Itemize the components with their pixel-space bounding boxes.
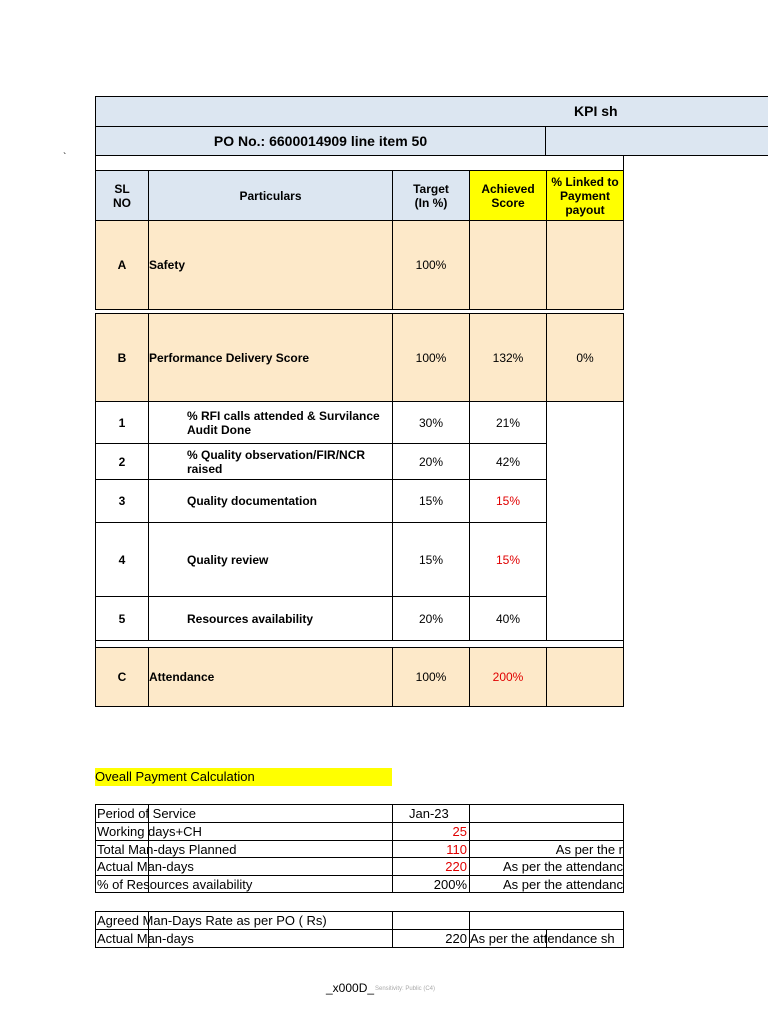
row-5-target: 20% <box>392 597 469 641</box>
row-2-target: 20% <box>392 444 469 480</box>
payment-row-label: Agreed Man-Days Rate as per PO ( Rs) <box>95 911 392 929</box>
payment-row-label: Period of Service <box>95 804 392 822</box>
row-a-linked <box>546 221 624 310</box>
row-5-sl: 5 <box>95 597 148 641</box>
row-a-target: 100% <box>392 221 469 310</box>
payment-row-note <box>469 804 624 822</box>
row-4-sl: 4 <box>95 523 148 597</box>
row-c-sl: C <box>95 647 148 707</box>
row-4-name: Quality review <box>148 523 392 597</box>
spacer-row <box>95 156 624 170</box>
header-sl: SL NO <box>95 170 148 221</box>
payment-row-note: As per the r <box>469 840 624 857</box>
row-2-sl: 2 <box>95 444 148 480</box>
payment-row-note: As per the attendanc <box>469 875 624 893</box>
payment-row-value: 110 <box>392 840 469 857</box>
label-divider <box>148 804 149 893</box>
row-b-achieved: 132% <box>469 314 546 402</box>
payment-row-value <box>392 911 469 929</box>
po-row-right <box>546 126 768 156</box>
row-3-target: 15% <box>392 480 469 523</box>
row-a-sl: A <box>95 221 148 310</box>
row-a-name: Safety <box>148 221 392 310</box>
row-c-name: Attendance <box>148 647 392 707</box>
row-1-sl: 1 <box>95 402 148 444</box>
row-b-sl: B <box>95 314 148 402</box>
payment-title: Oveall Payment Calculation <box>95 768 392 786</box>
payment-row-note: As per the attendanc <box>469 857 624 875</box>
payment-row-note: As per the attendance sh <box>469 929 624 948</box>
row-2-achieved: 42% <box>469 444 546 480</box>
header-linked: % Linked to Payment payout <box>546 170 624 221</box>
row-4-achieved: 15% <box>469 523 546 597</box>
row-c-target: 100% <box>392 647 469 707</box>
footer-sensitivity: Sensitivity: Public (C4) <box>375 986 436 992</box>
row-1-target: 30% <box>392 402 469 444</box>
row-c-linked <box>546 647 624 707</box>
payment-block-2 <box>95 911 624 948</box>
header-achieved: Achieved Score <box>469 170 546 221</box>
payment-row-value: 25 <box>392 822 469 840</box>
note-divider <box>546 929 547 948</box>
payment-row-value: 220 <box>392 929 469 948</box>
row-2-name: % Quality observation/FIR/NCR raised <box>148 444 392 480</box>
payment-row-label: Working days+CH <box>95 822 392 840</box>
footer-code: _x000D_ <box>326 981 375 995</box>
payment-row-value: 200% <box>392 875 469 893</box>
kpi-title: KPI sh <box>574 103 618 119</box>
row-5-name: Resources availability <box>148 597 392 641</box>
payment-row-label: Total Man-days Planned <box>95 840 392 857</box>
row-5-achieved: 40% <box>469 597 546 641</box>
header-particulars: Particulars <box>148 170 392 221</box>
row-c-achieved: 200% <box>469 647 546 707</box>
po-number: PO No.: 6600014909 line item 50 <box>213 133 428 149</box>
row-a-achieved <box>469 221 546 310</box>
sub-rows-linked-merged <box>546 402 624 641</box>
payment-row-note <box>469 822 624 840</box>
row-b-target: 100% <box>392 314 469 402</box>
row-1-name: % RFI calls attended & Survilance Audit Done <box>148 402 392 444</box>
row-4-target: 15% <box>392 523 469 597</box>
payment-row-label: Actual Man-days <box>95 857 392 875</box>
label-divider <box>148 911 149 948</box>
row-3-achieved: 15% <box>469 480 546 523</box>
row-b-name: Performance Delivery Score <box>148 314 392 402</box>
row-3-sl: 3 <box>95 480 148 523</box>
row-3-name: Quality documentation <box>148 480 392 523</box>
tick-mark: ` <box>63 152 67 163</box>
payment-row-value: 220 <box>392 857 469 875</box>
row-1-achieved: 21% <box>469 402 546 444</box>
payment-row-label: Actual Man-days <box>95 929 392 948</box>
payment-row-note <box>469 911 624 929</box>
payment-block-1 <box>95 804 624 893</box>
row-b-linked: 0% <box>546 314 624 402</box>
payment-row-value: Jan-23 <box>392 804 469 822</box>
kpi-title-band <box>95 96 768 126</box>
header-target: Target (In %) <box>392 170 469 221</box>
payment-row-label: % of Resources availability <box>95 875 392 893</box>
